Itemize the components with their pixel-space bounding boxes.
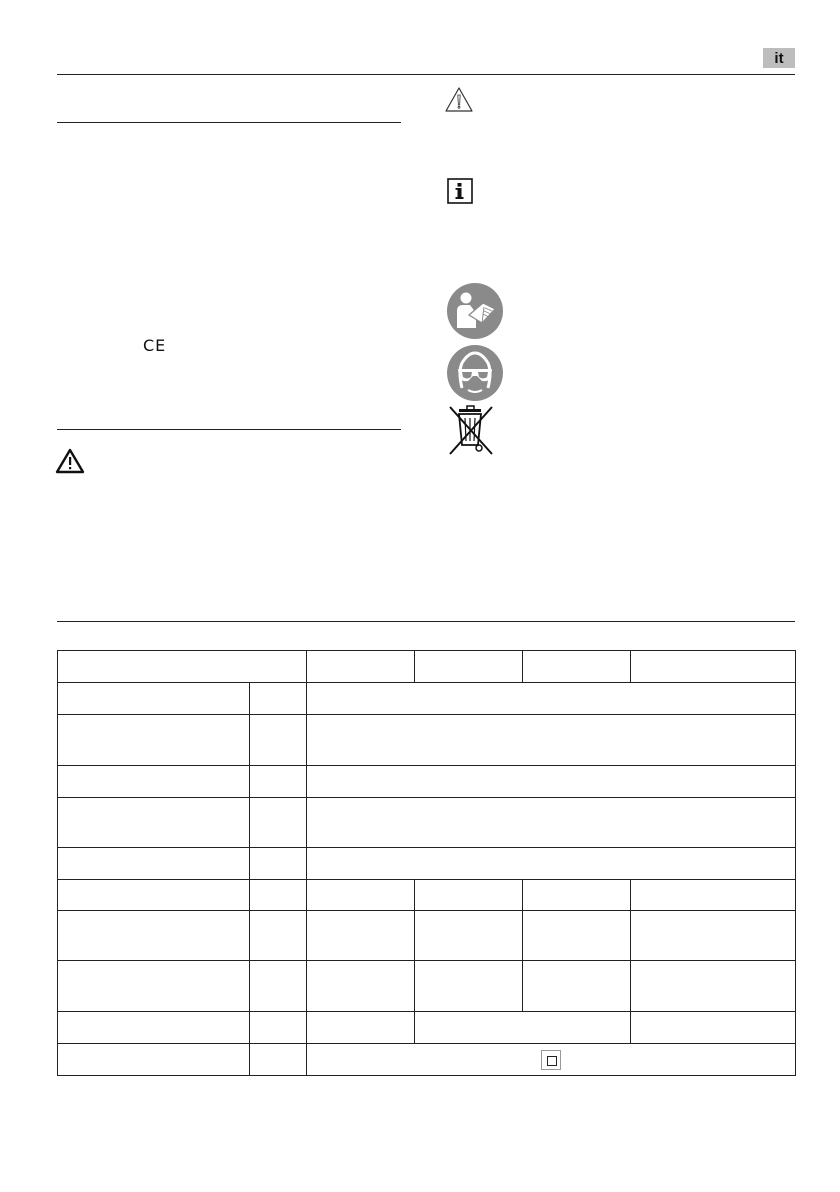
warning-triangle-icon [55,447,85,475]
table-cell [58,798,250,848]
table-cell [58,715,250,766]
language-badge: it [763,48,795,68]
table-cell [58,766,250,798]
read-manual-icon [446,282,504,340]
table-cell [631,911,796,961]
table-row [58,848,796,880]
left-section-rule-1 [57,122,401,123]
table-header-row [58,651,796,683]
table-cell [250,766,307,798]
table-cell [523,961,631,1012]
table-row [58,880,796,911]
table-cell [58,911,250,961]
table-cell [307,961,415,1012]
table-cell [58,1012,250,1044]
table-cell [250,1012,307,1044]
table-cell [58,848,250,880]
protection-class-ii-icon [541,1050,561,1070]
table-cell [307,1044,796,1076]
crossed-out-wheelie-bin-icon [446,404,496,456]
table-row [58,683,796,715]
table-cell [307,766,796,798]
table-cell [307,880,415,911]
table-row [58,1044,796,1076]
left-section-rule-2 [57,429,401,430]
table-cell [58,961,250,1012]
info-icon [447,178,473,204]
table-cell [58,880,250,911]
table-cell [307,651,415,683]
table-cell [415,880,523,911]
technical-data-rule [57,621,795,622]
table-row [58,911,796,961]
table-cell [250,715,307,766]
table-cell [523,880,631,911]
warning-triangle-icon [444,86,474,114]
table-cell [523,911,631,961]
table-cell [58,651,307,683]
table-cell [631,880,796,911]
header-rule [57,74,795,75]
table-cell [307,715,796,766]
table-cell [307,1012,415,1044]
table-cell [307,798,796,848]
table-row [58,1012,796,1044]
table-cell [58,683,250,715]
table-cell [415,961,523,1012]
table-cell [631,1012,796,1044]
table-cell [523,651,631,683]
table-cell [631,651,796,683]
table-cell [58,1044,250,1076]
table-cell [250,880,307,911]
table-row [58,715,796,766]
technical-data-table [57,650,796,1076]
table-cell [631,961,796,1012]
table-cell [415,651,523,683]
table-cell [307,911,415,961]
ce-mark: CE [143,336,167,355]
table-cell [250,798,307,848]
table-cell [415,1012,631,1044]
table-row [58,766,796,798]
table-cell [250,683,307,715]
table-cell [250,848,307,880]
table-row [58,961,796,1012]
table-cell [250,1044,307,1076]
table-cell [250,961,307,1012]
table-cell [307,683,796,715]
eye-protection-icon [446,344,504,402]
table-row [58,798,796,848]
table-cell [250,911,307,961]
table-cell [415,911,523,961]
table-cell [307,848,796,880]
